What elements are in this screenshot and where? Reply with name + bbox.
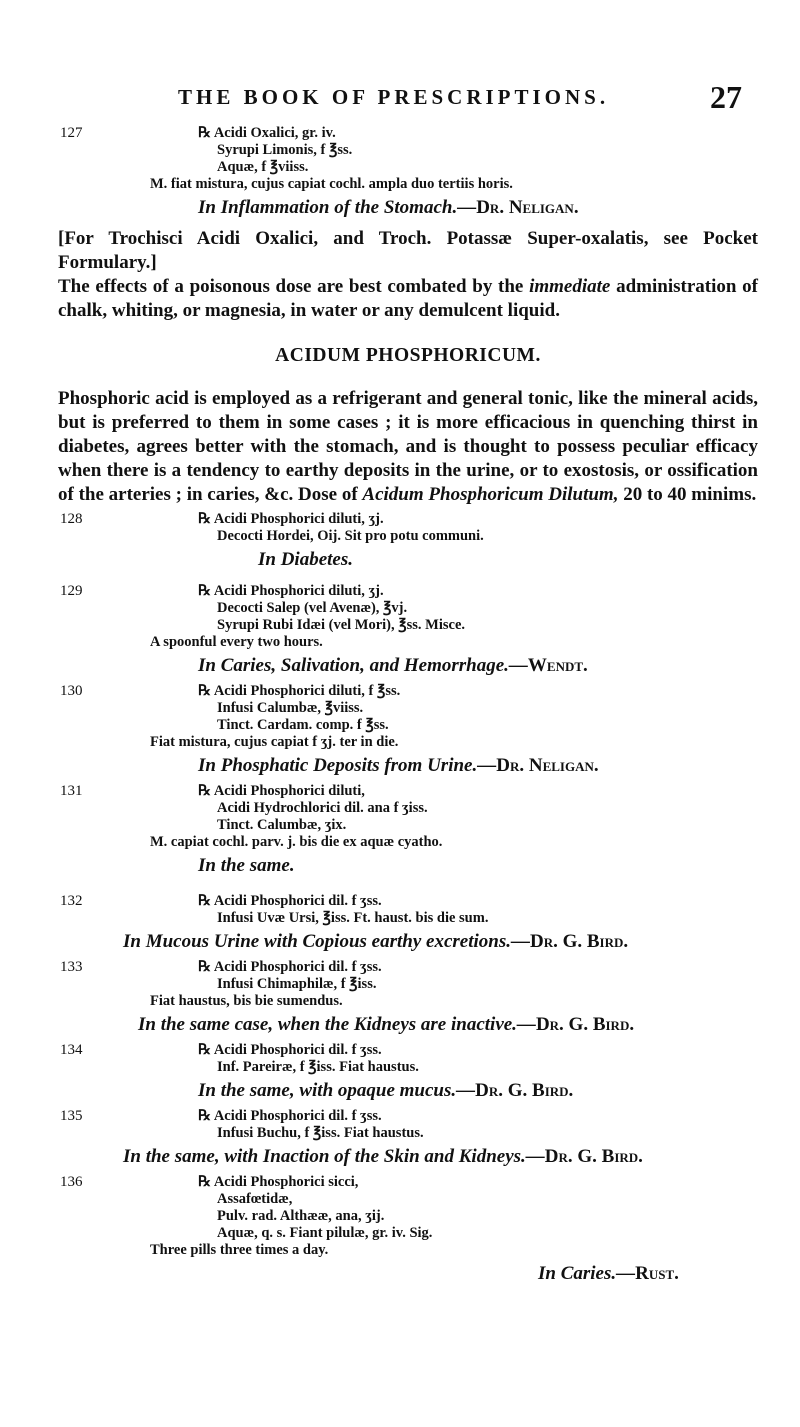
prescription-caption xyxy=(198,549,758,571)
para-text: The effects of a poisonous dose are best combated by the xyxy=(58,276,530,297)
prescription-128 xyxy=(58,511,758,571)
prescription-number: 128 xyxy=(60,511,83,527)
page-number: 27 xyxy=(710,79,742,115)
rx-line: Decocti Salep (vel Avenæ), ℥vj. xyxy=(217,600,408,616)
rx-line: ℞ Acidi Phosphorici dil. f ʒss. xyxy=(198,1042,382,1058)
caption-author: Dr. Neligan. xyxy=(476,197,579,218)
prescription-number: 133 xyxy=(60,959,83,975)
para-emphasis: immediate xyxy=(529,276,611,297)
rx-line: ℞ Acidi Phosphorici dil. f ʒss. xyxy=(198,1108,382,1124)
para-text: administration of chalk, whiting, or magnesia, in water or any demulcent liquid. xyxy=(58,276,758,321)
caption-author: Wendt. xyxy=(527,655,588,676)
prescription-129 xyxy=(58,583,758,677)
rx-line: Tinct. Calumbæ, ʒix. xyxy=(217,817,347,833)
rx-line: Infusi Buchu, f ℥iss. Fiat haustus. xyxy=(217,1125,424,1141)
caption-text: In Caries, Salivation, and Hemorrhage.— xyxy=(198,655,528,676)
section-title: ACIDUM PHOSPHORICUM. xyxy=(275,345,541,366)
paragraph-phosphoric xyxy=(58,387,758,507)
caption-author: Dr. G. Bird. xyxy=(530,931,629,952)
rx-line: Inf. Pareiræ, f ℥iss. Fiat haustus. xyxy=(217,1059,419,1075)
page-header xyxy=(150,79,742,119)
paragraph-antidote xyxy=(58,275,758,323)
rx-line: Syrupi Rubi Idæi (vel Mori), ℥ss. Misce. xyxy=(217,617,466,633)
rx-line: Assafœtidæ, xyxy=(217,1191,293,1207)
rx-line: ℞ Acidi Phosphorici sicci, xyxy=(198,1174,359,1190)
prescription-number: 127 xyxy=(60,125,83,141)
para-emphasis: Acidum Phosphoricum Dilutum, xyxy=(362,484,619,505)
prescription-number: 130 xyxy=(60,683,83,699)
rx-line: Fiat mistura, cujus capiat f ʒj. ter in die. xyxy=(150,734,399,750)
prescription-number: 131 xyxy=(60,783,83,799)
prescription-127 xyxy=(58,125,758,219)
prescription-132 xyxy=(58,893,758,953)
rx-line: Pulv. rad. Althææ, ana, ʒij. xyxy=(217,1208,385,1224)
rx-line: ℞ Acidi Phosphorici dil. f ʒss. xyxy=(198,893,382,909)
rx-line: Aquæ, q. s. Fiant pilulæ, gr. iv. Sig. xyxy=(217,1225,433,1241)
rx-line: Infusi Chimaphilæ, f ℥iss. xyxy=(217,976,377,992)
rx-line: Acidi Hydrochlorici dil. ana f ʒiss. xyxy=(217,800,428,816)
caption-author: Dr. G. Bird. xyxy=(544,1146,643,1167)
prescription-135 xyxy=(58,1108,758,1168)
rx-line: Three pills three times a day. xyxy=(150,1242,329,1258)
prescription-number: 129 xyxy=(60,583,83,599)
rx-line: Decocti Hordei, Oij. Sit pro potu communi. xyxy=(217,528,484,544)
rx-line: ℞ Acidi Oxalici, gr. iv. xyxy=(198,125,336,141)
prescription-130 xyxy=(58,683,758,777)
caption-text: In Diabetes. xyxy=(258,549,353,570)
caption-text: In the same, with opaque mucus.— xyxy=(198,1080,476,1101)
rx-line: Fiat haustus, bis bie sumendus. xyxy=(150,993,343,1009)
rx-line: ℞ Acidi Phosphorici diluti, f ℥ss. xyxy=(198,683,401,699)
caption-text: In Caries.— xyxy=(538,1263,636,1284)
page-body xyxy=(58,125,758,1285)
caption-author: Dr. Neligan. xyxy=(496,755,599,776)
caption-text: In the same, with Inaction of the Skin and Kidneys.— xyxy=(123,1146,545,1167)
prescription-number: 135 xyxy=(60,1108,83,1124)
rx-line: M. fiat mistura, cujus capiat cochl. ampla duo tertiis horis. xyxy=(150,176,513,192)
rx-line: Tinct. Cardam. comp. f ℥ss. xyxy=(217,717,389,733)
prescription-number: 134 xyxy=(60,1042,83,1058)
prescription-caption xyxy=(198,655,758,677)
prescription-134 xyxy=(58,1042,758,1102)
caption-author: Dr. G. Bird. xyxy=(535,1014,635,1035)
prescription-caption xyxy=(198,1263,758,1285)
caption-author: Rust. xyxy=(635,1263,679,1284)
rx-line: ℞ Acidi Phosphorici dil. f ʒss. xyxy=(198,959,382,975)
prescription-caption xyxy=(198,1080,758,1102)
prescription-number: 132 xyxy=(60,893,83,909)
rx-line: ℞ Acidi Phosphorici diluti, ʒj. xyxy=(198,583,384,599)
prescription-caption xyxy=(198,755,758,777)
caption-text: In Inflammation of the Stomach.— xyxy=(198,197,477,218)
para-text: Phosphoric acid is employed as a refrigerant and general tonic, like the mineral acids, but is preferred to them in some cases ; it is more efficacious in quenching thirst in diabetes, agrees better with the stomach, and is thought to possess peculiar efficacy when there is a tendency to earthy deposits in the urine, or to exostosis, or ossification of the arteries ; in caries, &c. Dose of xyxy=(58,388,758,505)
prescription-caption xyxy=(198,197,758,219)
running-head: THE BOOK OF PRESCRIPTIONS. xyxy=(178,85,610,109)
rx-line: Infusi Uvæ Ursi, ℥iss. Ft. haust. bis die sum. xyxy=(217,910,489,926)
prescription-133 xyxy=(58,959,758,1036)
rx-line: Infusi Calumbæ, ℥viiss. xyxy=(217,700,364,716)
prescription-caption xyxy=(138,1014,758,1036)
rx-line: A spoonful every two hours. xyxy=(150,634,323,650)
caption-text: In the same case, when the Kidneys are inactive.— xyxy=(138,1014,536,1035)
caption-text: In the same. xyxy=(198,855,295,876)
prescription-caption xyxy=(123,931,758,953)
rx-line: ℞ Acidi Phosphorici diluti, xyxy=(198,783,365,799)
caption-text: In Mucous Urine with Copious earthy excretions.— xyxy=(123,931,530,952)
caption-text: In Phosphatic Deposits from Urine.— xyxy=(198,755,497,776)
para-text: 20 to 40 minims. xyxy=(618,484,757,505)
prescription-caption xyxy=(123,1146,758,1168)
rx-line: Syrupi Limonis, f ℥ss. xyxy=(217,142,353,158)
prescription-caption xyxy=(198,855,758,877)
prescription-131 xyxy=(58,783,758,877)
rx-line: M. capiat cochl. parv. j. bis die ex aquæ cyatho. xyxy=(150,834,443,850)
caption-author: Dr. G. Bird. xyxy=(475,1080,574,1101)
paragraph-note: [For Trochisci Acidi Oxalici, and Troch. Potassæ Super-oxalatis, see Pocket Formulary.] xyxy=(58,228,758,273)
prescription-number: 136 xyxy=(60,1174,83,1190)
prescription-136 xyxy=(58,1174,758,1285)
rx-line: ℞ Acidi Phosphorici diluti, ʒj. xyxy=(198,511,384,527)
rx-line: Aquæ, f ℥viiss. xyxy=(217,159,309,175)
